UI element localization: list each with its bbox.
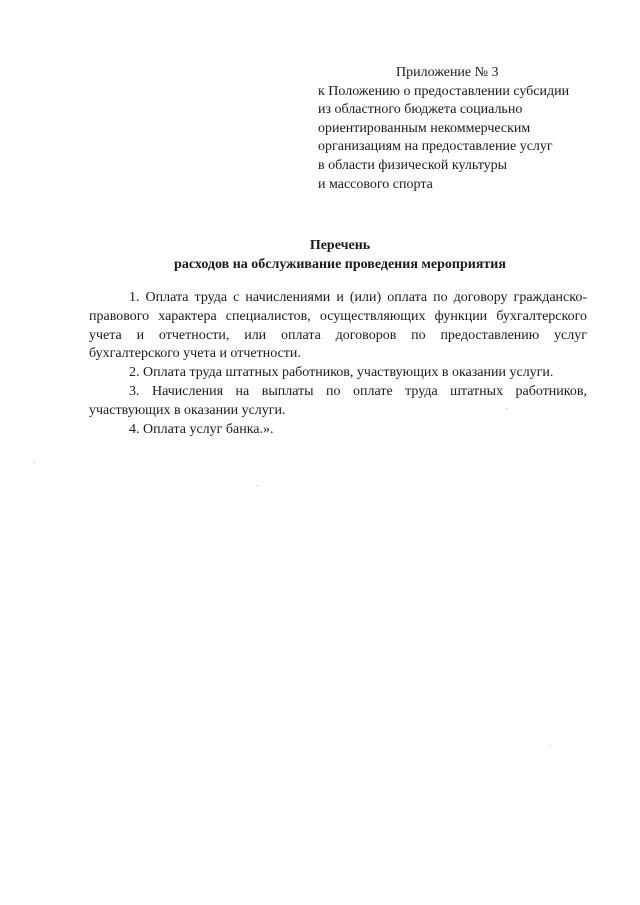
scan-speck [506,408,507,409]
appendix-line: ориентированным некоммерческим [318,120,531,136]
scan-speck [256,485,257,486]
scan-speck [550,745,551,746]
title-line-1: Перечень [309,238,371,253]
list-item: 3. Начисления на выплаты по оплате труда штатных работников, участвующих в оказании услуги. [89,383,587,418]
appendix-line: организациям на предоставление услуг [318,139,553,155]
appendix-number: Приложение № 3 [396,65,499,80]
appendix-line: в области физической культуры [318,157,508,173]
appendix-line: и массового спорта [318,176,433,192]
document-title [0,236,640,274]
list-item: 1. Оплата труда с начислениями и (или) оплата по договору гражданско-правового характера специалистов, осуществляющих функции бухгалтерского учета и отчетности, или оплата договоров по предоставлению услуг бухгалтерского учета и отчетности. [89,290,587,362]
list-item: 2. Оплата труда штатных работников, участвующих в оказании услуги. [129,365,554,381]
expense-list [89,289,587,439]
appendix-block [318,64,608,194]
appendix-line: к Положению о предоставлении субсидии [318,83,570,99]
list-item: 4. Оплата услуг банка.». [129,421,274,437]
title-line-2: расходов на обслуживание проведения мероприятия [174,257,506,272]
scan-speck [34,462,35,463]
appendix-line: из областного бюджета социально [318,102,523,118]
